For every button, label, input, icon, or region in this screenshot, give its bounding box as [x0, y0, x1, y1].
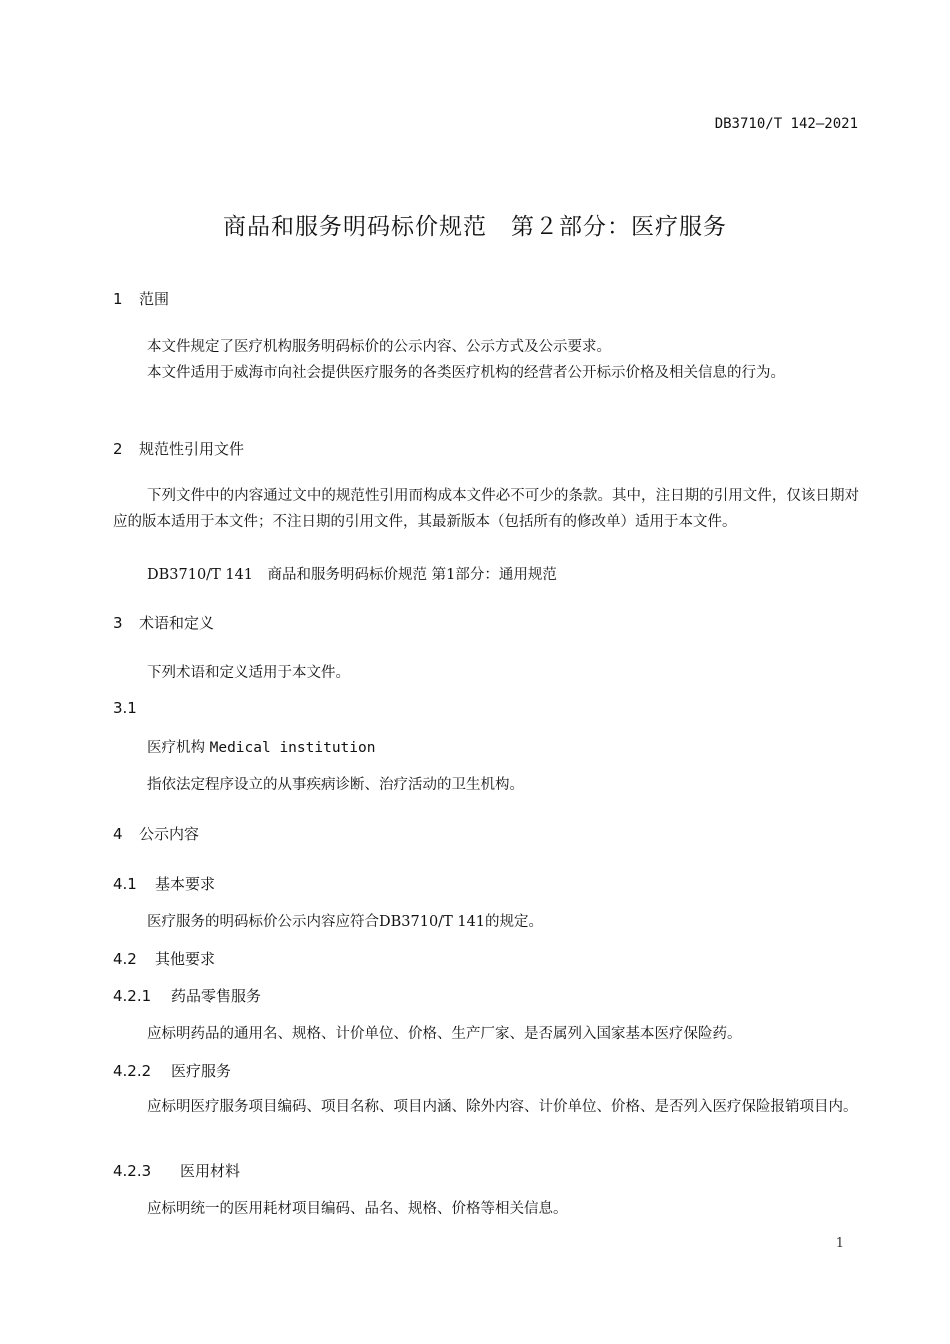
subsection-heading-4-2-2 [113, 1060, 231, 1081]
subsection-title: 其他要求 [155, 950, 216, 968]
subsection-title: 医疗服务 [171, 1062, 232, 1080]
section-title: 术语和定义 [139, 614, 215, 632]
subsection-title: 药品零售服务 [171, 987, 262, 1005]
paragraph: 医疗服务的明码标价公示内容应符合DB3710/T 141的规定。 [147, 914, 544, 930]
paragraph: 本文件规定了医疗机构服务明码标价的公示内容、公示方式及公示要求。 [147, 339, 611, 355]
term-entry [147, 736, 375, 757]
term-number: 3.1 [113, 699, 137, 717]
document-title: 商品和服务明码标价规范 第２部分：医疗服务 [223, 214, 727, 240]
section-heading-3 [113, 612, 214, 633]
subsection-title: 医用材料 [180, 1162, 241, 1180]
normative-reference: DB3710/T 141 商品和服务明码标价规范 第1部分：通用规范 [147, 567, 557, 583]
section-heading-4 [113, 823, 199, 844]
paragraph: 下列术语和定义适用于本文件。 [147, 665, 350, 681]
subsection-heading-4-2 [113, 948, 215, 969]
subsection-heading-4-2-1 [113, 985, 261, 1006]
section-number: 4 [113, 825, 123, 843]
term-chinese: 医疗机构 [147, 740, 205, 756]
section-heading-1 [113, 288, 169, 309]
section-heading-2 [113, 438, 244, 459]
paragraph: 下列文件中的内容通过文中的规范性引用而构成本文件必不可少的条款。其中，注日期的引用文件，仅该日期对应的版本适用于本文件；不注日期的引用文件，其最新版本（包括所有的修改单）适用于本文件。 [113, 488, 859, 530]
paragraph: 应标明药品的通用名、规格、计价单位、价格、生产厂家、是否属列入国家基本医疗保险药。 [147, 1026, 742, 1042]
document-code: DB3710/T 142—2021 [714, 116, 858, 132]
term-definition: 指依法定程序设立的从事疾病诊断、治疗活动的卫生机构。 [147, 777, 524, 793]
paragraph: 本文件适用于威海市向社会提供医疗服务的各类医疗机构的经营者公开标示价格及相关信息的行为。 [147, 365, 785, 381]
subsection-number: 4.1 [113, 875, 137, 893]
section-number: 2 [113, 440, 123, 458]
subsection-number: 4.2.3 [113, 1162, 152, 1180]
section-title: 范围 [139, 290, 170, 308]
section-number: 3 [113, 614, 123, 632]
paragraph: 应标明统一的医用耗材项目编码、品名、规格、价格等相关信息。 [147, 1201, 568, 1217]
paragraph: 应标明医疗服务项目编码、项目名称、项目内涵、除外内容、计价单位、价格、是否列入医疗保险报销项目内。 [147, 1099, 858, 1115]
term-english: Medical institution [209, 740, 376, 756]
section-number: 1 [113, 290, 123, 308]
subsection-heading-4-2-3 [113, 1160, 240, 1181]
subsection-number: 4.2.1 [113, 987, 152, 1005]
section-title: 公示内容 [139, 825, 200, 843]
subsection-heading-4-1 [113, 873, 215, 894]
page-number: 1 [835, 1236, 844, 1251]
subsection-number: 4.2.2 [113, 1062, 152, 1080]
subsection-title: 基本要求 [155, 875, 216, 893]
section-title: 规范性引用文件 [139, 440, 245, 458]
subsection-number: 4.2 [113, 950, 137, 968]
